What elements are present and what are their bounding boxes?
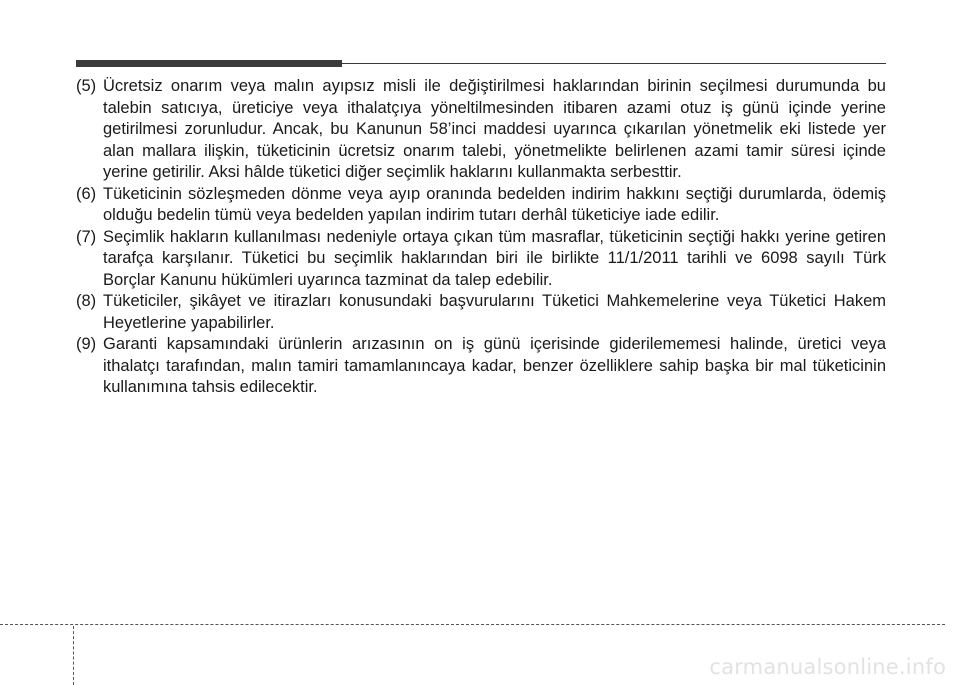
clause-number: (9): [76, 335, 97, 353]
header-rule-thin-segment: [342, 63, 886, 64]
header-rule: [76, 60, 886, 67]
clause-number: (8): [76, 292, 97, 310]
footer-dashed-margin-line: [73, 626, 74, 685]
clause-5: [76, 76, 886, 184]
clause-number: (6): [76, 184, 97, 203]
clause-text: Ücretsiz onarım veya malın ayıpsız misli ile değiştirilmesi haklarından birinin seçilmesi durumunda bu talebin satıcıya, üreticiye veya ithalatçıya yöneltilmesinden itibaren azami otuz iş günü içinde yerine getirilmesi zorunludur. Ancak, bu Kanunun 58’inci maddesi uyarınca çıkarılan yönetmelik eki listede yer alan mallara ilişkin, tüketicinin ücretsiz onarım talebi, yönetmelikte belirlenen azami tamir süresi içinde yerine getirilir. Aksi hâlde tüketici diğer seçimlik haklarını kullanmakta serbesttir.: [103, 77, 886, 181]
clause-9: [76, 334, 886, 399]
clause-number: (7): [76, 227, 97, 246]
clause-text: Garanti kapsamındaki ürünlerin arızasının on iş günü içerisinde giderilememesi halinde, üretici veya ithalatçı tarafından, malın tamiri tamamlanıncaya kadar, benzer özelliklere sahip başka bir mal tüketicinin kullanımına tahsis edilecektir.: [103, 335, 886, 396]
watermark: carmanualsonline.info: [709, 655, 946, 679]
clause-text: Tüketiciler, şikâyet ve itirazları konusundaki başvurularını Tüketici Mahkemelerine veya Tüketici Hakem Heyetlerine yapabilirler.: [103, 292, 886, 332]
footer-dashed-rule: [0, 624, 945, 625]
clause-6: [76, 184, 886, 227]
clause-8: [76, 291, 886, 334]
clause-7: [76, 227, 886, 292]
header-rule-thick-segment: [76, 60, 342, 67]
clause-number: (5): [76, 77, 97, 95]
clause-text: Tüketicinin sözleşmeden dönme veya ayıp oranında bedelden indirim hakkını seçtiği durumlarda, ödemiş olduğu bedelin tümü veya bedelden yapılan indirim tutarı derhâl tüketiciye iade edilir.: [103, 184, 886, 224]
clause-text: Seçimlik hakların kullanılması nedeniyle ortaya çıkan tüm masraflar, tüketicinin seçtiği hakkı yerine getiren tarafça karşılanır. Tüketici bu seçimlik haklarından biri ile birlikte 11/1/2011 tarihli ve 6098 sayılı Türk Borçlar Kanunu hükümleri uyarınca tazminat da talep edebilir.: [103, 227, 886, 289]
document-body: [76, 76, 886, 399]
